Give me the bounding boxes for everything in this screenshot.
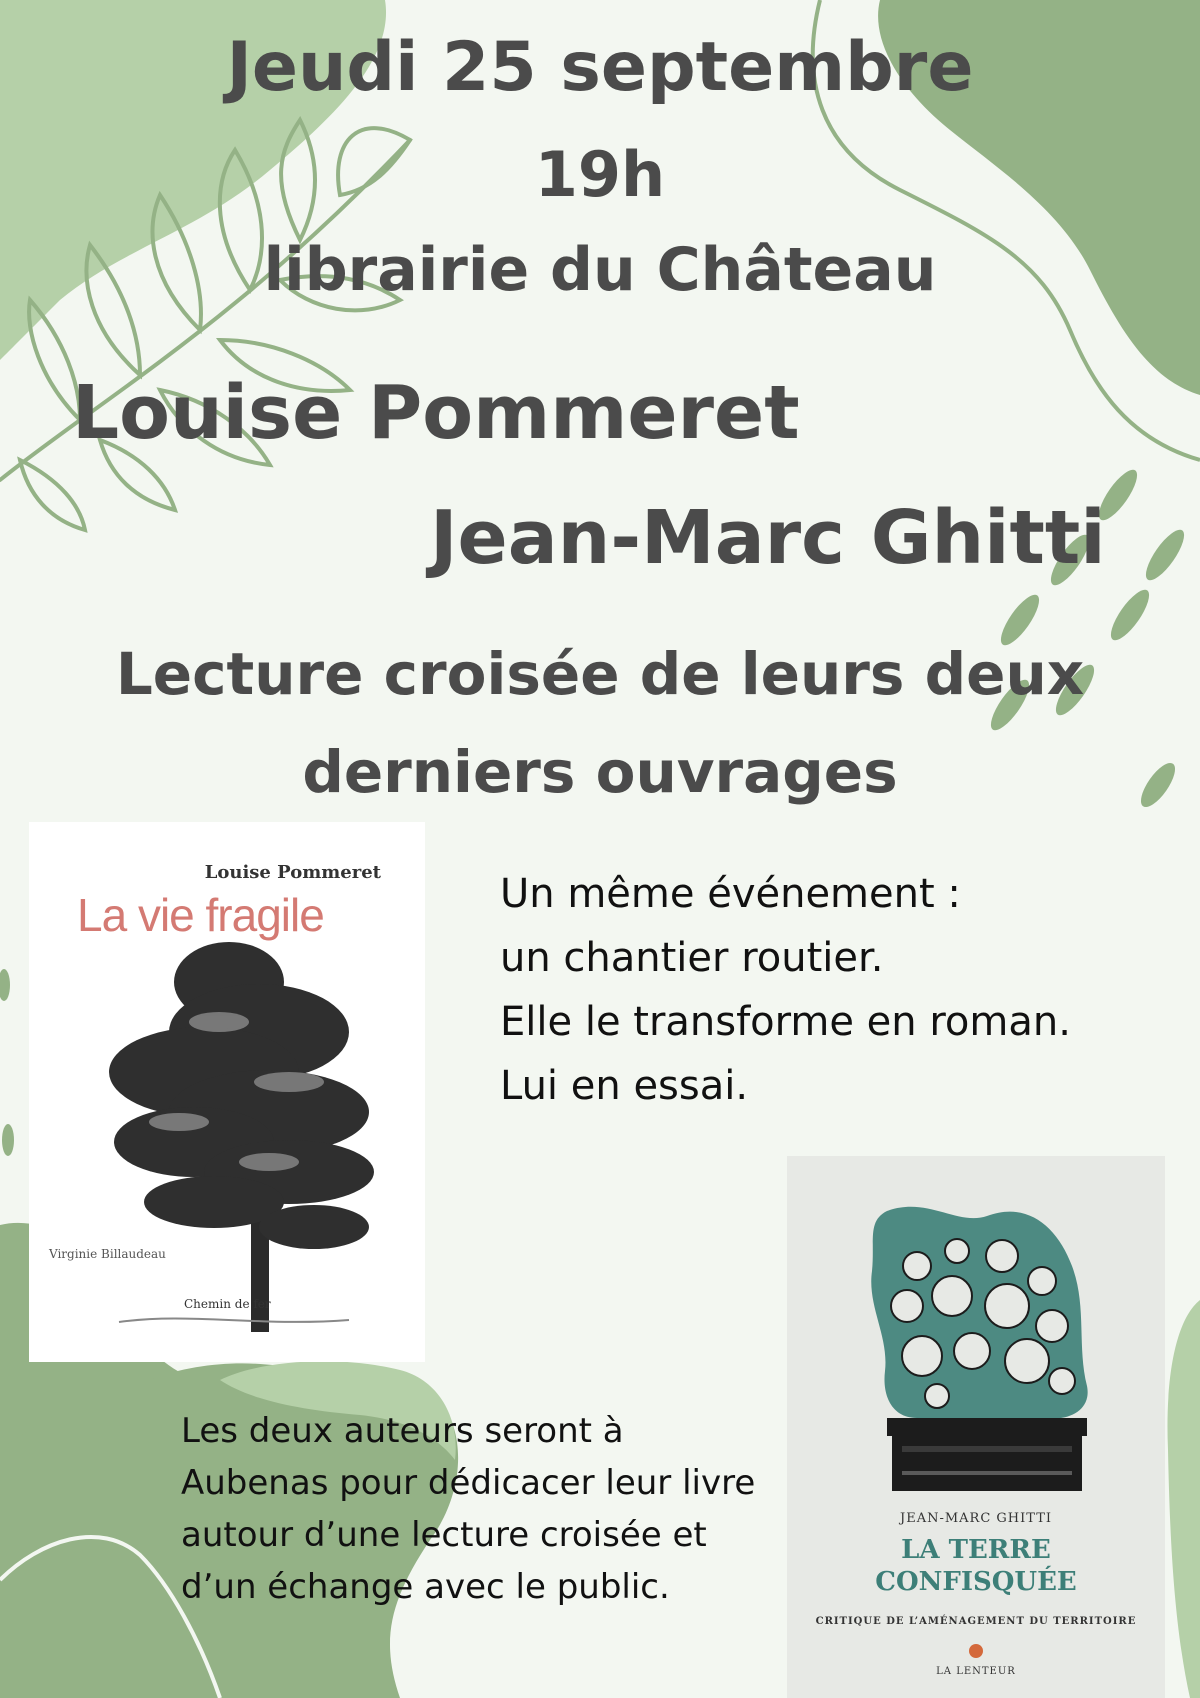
sculpture-illustration xyxy=(787,1156,1165,1506)
event-venue: librairie du Château xyxy=(263,235,937,305)
summary-line: Elle le transforme en roman. xyxy=(500,999,1071,1045)
book1-illustrator: Virginie Billaudeau xyxy=(49,1247,166,1261)
tree-illustration xyxy=(29,822,425,1362)
details-line: autour d’une lecture croisée et xyxy=(181,1515,707,1555)
summary-line: Lui en essai. xyxy=(500,1063,749,1109)
summary-text xyxy=(500,862,1071,1118)
book2-title-line-1: LA TERRE xyxy=(901,1535,1051,1565)
book2-title-line-2: CONFISQUÉE xyxy=(875,1567,1077,1597)
details-text xyxy=(181,1405,755,1613)
details-line: d’un échange avec le public. xyxy=(181,1567,670,1607)
publisher-logo-icon xyxy=(969,1644,983,1658)
event-time: 19h xyxy=(534,138,666,211)
author-name-2: Jean-Marc Ghitti xyxy=(430,495,1106,581)
book2-subtitle: CRITIQUE DE L’AMÉNAGEMENT DU TERRITOIRE xyxy=(815,1616,1137,1627)
book1-author: Louise Pommeret xyxy=(204,862,381,883)
tagline-line-1: Lecture croisée de leurs deux xyxy=(115,640,1085,708)
book2-publisher: LA LENTEUR xyxy=(936,1666,1016,1677)
details-line: Aubenas pour dédicacer leur livre xyxy=(181,1463,756,1503)
summary-line: un chantier routier. xyxy=(500,935,884,981)
author-name-1: Louise Pommeret xyxy=(72,370,800,456)
book1-publisher: Chemin de fer xyxy=(184,1297,271,1311)
tagline-line-2: derniers ouvrages xyxy=(302,738,898,806)
book2-title xyxy=(787,1534,1165,1598)
details-line: Les deux auteurs seront à xyxy=(181,1411,624,1451)
book1-title: La vie fragile xyxy=(77,889,324,941)
summary-line: Un même événement : xyxy=(500,871,961,917)
event-date: Jeudi 25 septembre xyxy=(226,28,974,107)
book2-author: JEAN-MARC GHITTI xyxy=(900,1511,1052,1526)
book-cover-la-vie-fragile xyxy=(29,822,425,1362)
book-cover-la-terre-confisquee xyxy=(787,1156,1165,1698)
